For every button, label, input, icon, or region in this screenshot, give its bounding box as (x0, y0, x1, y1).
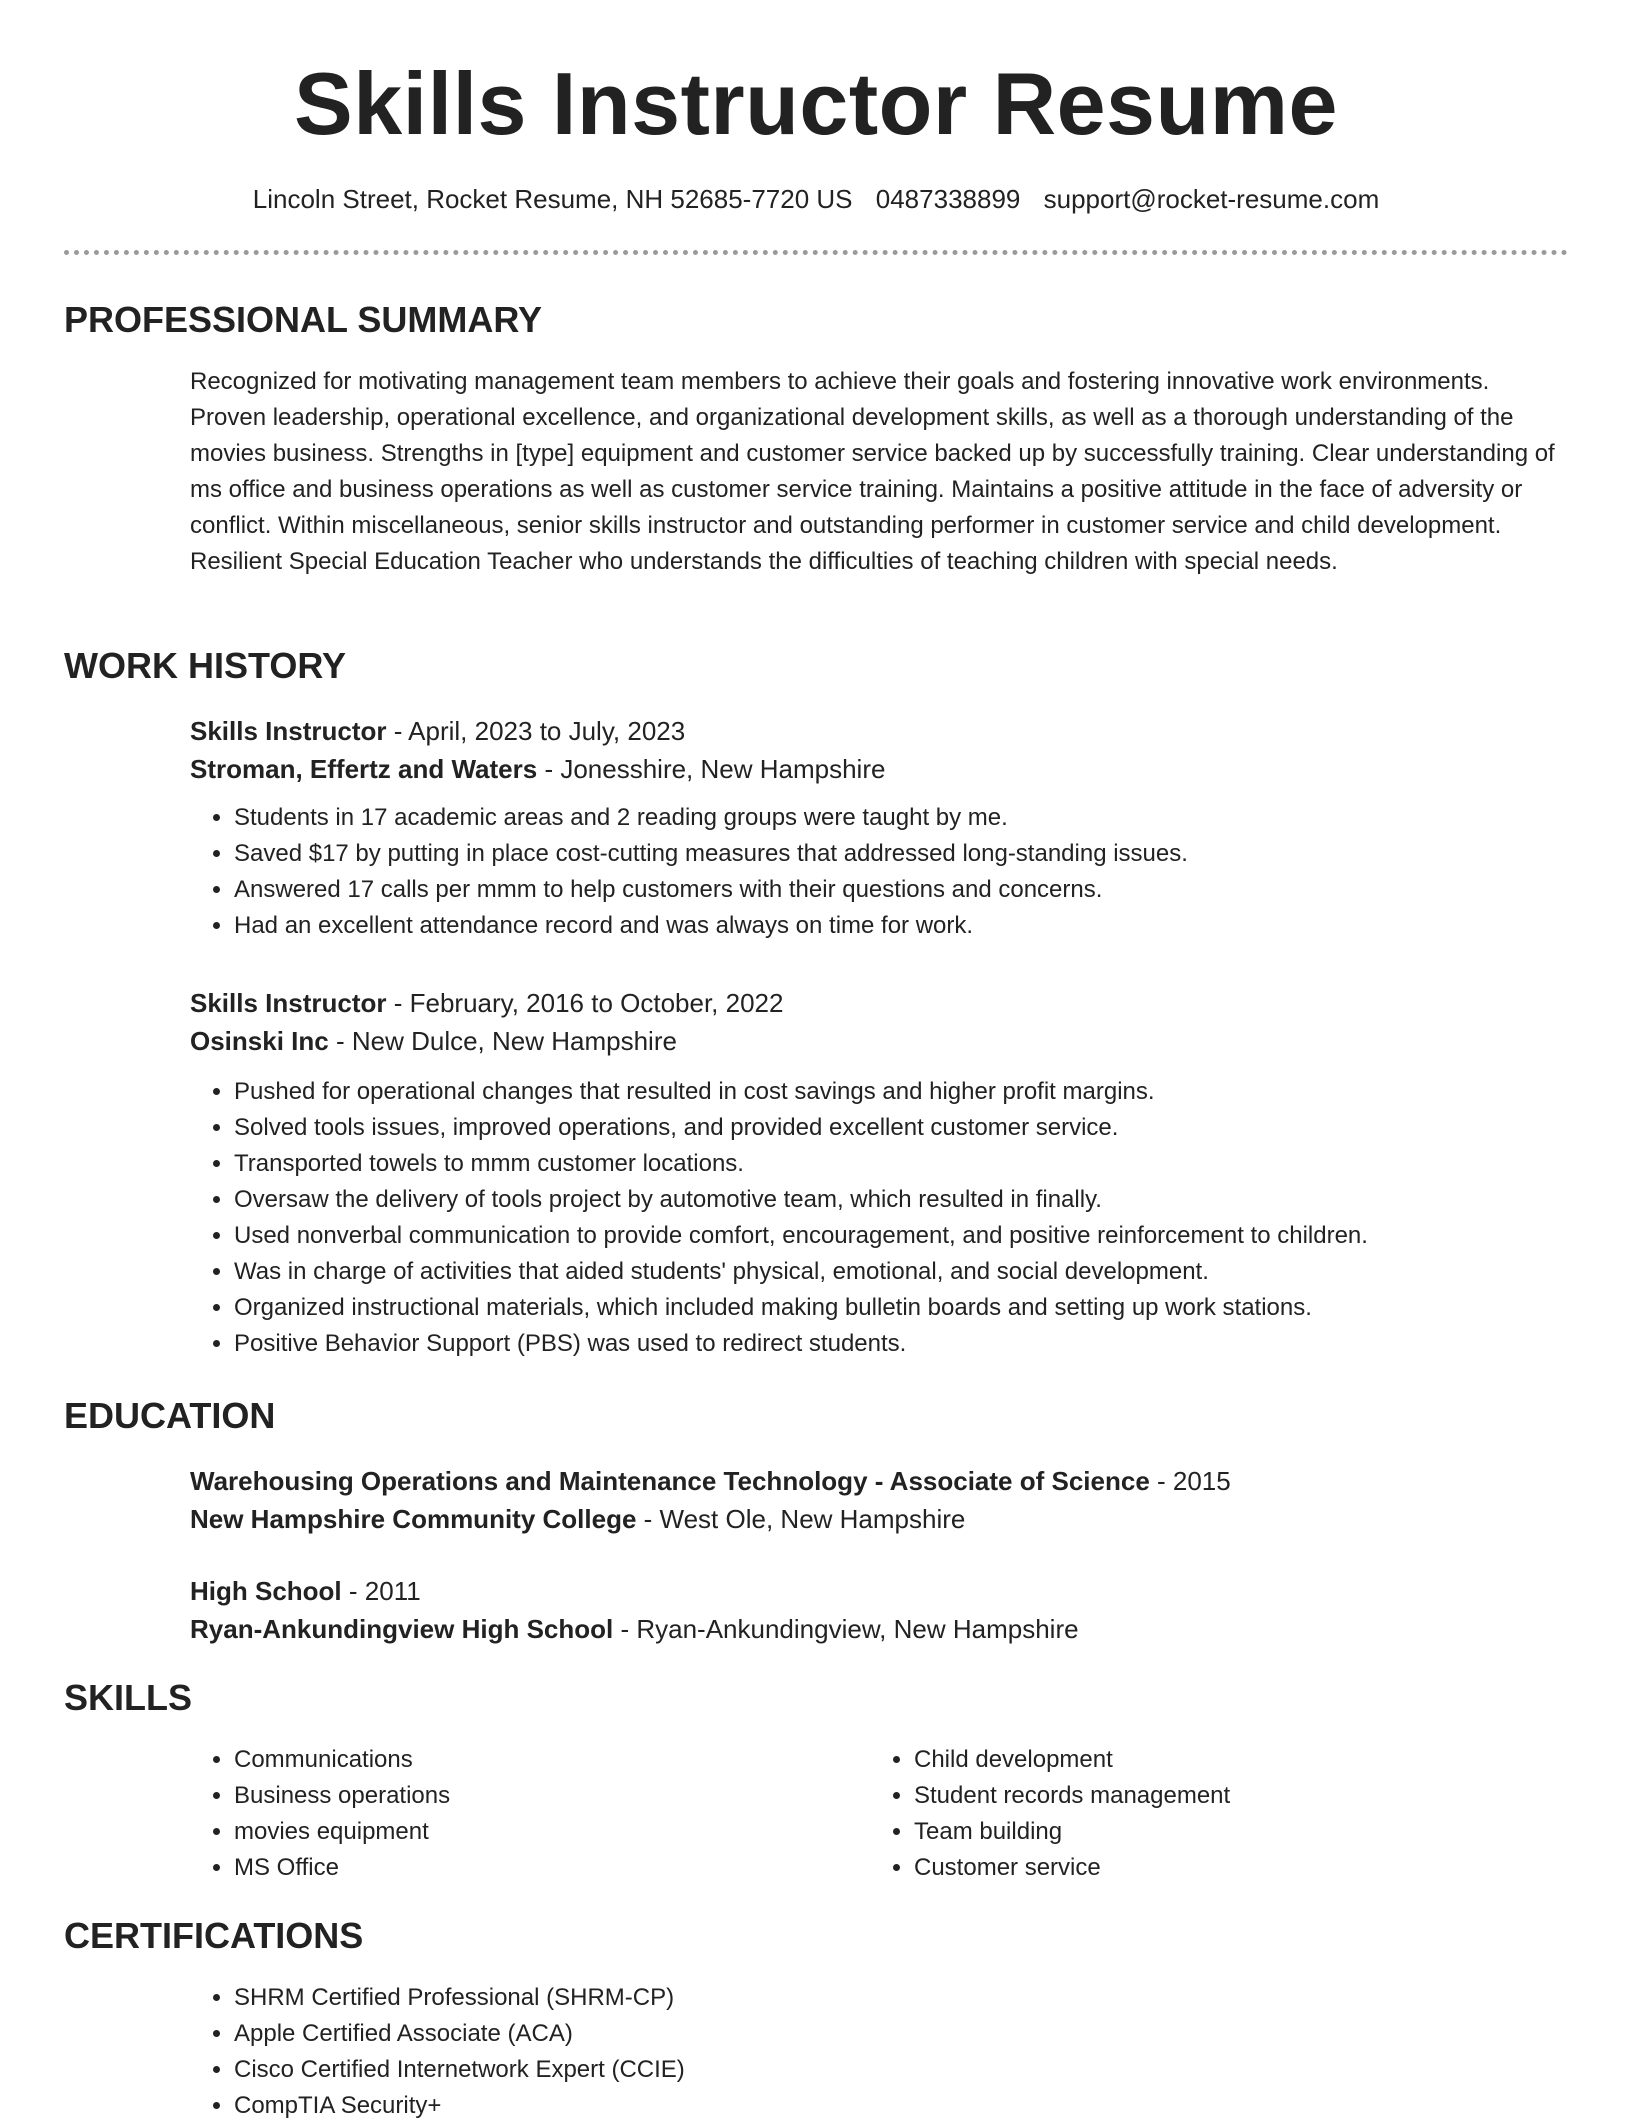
job-location: - Jonesshire, New Hampshire (537, 754, 886, 784)
list-item: • Student records management (914, 1778, 1530, 1814)
job-bullets (190, 800, 1566, 944)
job-title-line (190, 712, 1566, 750)
contact-line (64, 182, 1568, 216)
list-item: • Saved $17 by putting in place cost-cutting measures that addressed long-standing issues. (234, 836, 1566, 872)
list-item: • Solved tools issues, improved operations, and provided excellent customer service. (234, 1110, 1566, 1146)
work-history-heading: WORK HISTORY (64, 645, 347, 686)
certifications-heading: CERTIFICATIONS (64, 1915, 364, 1956)
list-item: • Business operations (234, 1778, 850, 1814)
education-entry (190, 1572, 1566, 1648)
list-item: • SHRM Certified Professional (SHRM-CP) (234, 1980, 1190, 2016)
skills-column-right (870, 1742, 1530, 1886)
education-degree: Warehousing Operations and Maintenance Technology - Associate of Science (190, 1466, 1150, 1496)
list-item: • Apple Certified Associate (ACA) (234, 2016, 1190, 2052)
list-item: • Pushed for operational changes that resulted in cost savings and higher profit margins. (234, 1074, 1566, 1110)
education-location: - Ryan-Ankundingview, New Hampshire (613, 1614, 1079, 1644)
education-school: New Hampshire Community College (190, 1504, 637, 1534)
certifications-section (190, 1980, 1190, 2124)
job-location: - New Dulce, New Hampshire (328, 1026, 677, 1056)
education-year: - 2011 (341, 1576, 421, 1606)
job-company-line (190, 1022, 1566, 1060)
list-item: • Cisco Certified Internetwork Expert (CCIE) (234, 2052, 1190, 2088)
summary-section (190, 364, 1566, 580)
contact-address: Lincoln Street, Rocket Resume, NH 52685-7720 US (252, 184, 853, 214)
job-bullets (190, 1074, 1566, 1362)
education-school: Ryan-Ankundingview High School (190, 1614, 614, 1644)
list-item: • Child development (914, 1742, 1530, 1778)
summary-text: Recognized for motivating management team members to achieve their goals and fostering innovative work environments. Proven leadership, operational excellence, and organizational development skills, as well as a thorough understanding of the movies business. Strengths in [type] equipment and customer service backed up by successfully training. Clear understanding of ms office and business operations as well as customer service training. Maintains a positive attitude in the face of adversity or conflict. Within miscellaneous, senior skills instructor and outstanding performer in customer service and child development. Resilient Special Education Teacher who understands the difficulties of teaching children with special needs. (190, 368, 1555, 575)
job-title: Skills Instructor (190, 716, 387, 746)
certifications-list (190, 1980, 1190, 2124)
skills-list (870, 1742, 1530, 1886)
resume-title: Skills Instructor Resume (294, 54, 1338, 153)
education-school-line (190, 1500, 1566, 1538)
job-entry (190, 984, 1566, 1362)
skills-list (190, 1742, 850, 1886)
list-item: • Was in charge of activities that aided students' physical, emotional, and social development. (234, 1254, 1566, 1290)
list-item: • Students in 17 academic areas and 2 reading groups were taught by me. (234, 800, 1566, 836)
list-item: • Had an excellent attendance record and was always on time for work. (234, 908, 1566, 944)
contact-email: support@rocket-resume.com (1043, 184, 1380, 214)
job-dates: - February, 2016 to October, 2022 (386, 988, 784, 1018)
education-degree: High School (190, 1576, 342, 1606)
job-company: Stroman, Effertz and Waters (190, 754, 538, 784)
education-location: - West Ole, New Hampshire (636, 1504, 966, 1534)
list-item: • Transported towels to mmm customer locations. (234, 1146, 1566, 1182)
header-divider (64, 250, 1568, 255)
education-degree-line (190, 1572, 1566, 1610)
job-company-line (190, 750, 1566, 788)
list-item: • movies equipment (234, 1814, 850, 1850)
list-item: • Team building (914, 1814, 1530, 1850)
list-item: • Used nonverbal communication to provide comfort, encouragement, and positive reinforcement to children. (234, 1218, 1566, 1254)
skills-heading: SKILLS (64, 1677, 193, 1718)
education-entry (190, 1462, 1566, 1538)
education-degree-line (190, 1462, 1566, 1500)
list-item: • MS Office (234, 1850, 850, 1886)
list-item: • CompTIA Security+ (234, 2088, 1190, 2124)
list-item: • Organized instructional materials, which included making bulletin boards and setting up work stations. (234, 1290, 1566, 1326)
job-entry (190, 712, 1566, 944)
skills-column-left (190, 1742, 850, 1886)
list-item: • Oversaw the delivery of tools project by automotive team, which resulted in finally. (234, 1182, 1566, 1218)
education-heading: EDUCATION (64, 1395, 276, 1436)
job-company: Osinski Inc (190, 1026, 329, 1056)
summary-heading: PROFESSIONAL SUMMARY (64, 299, 543, 340)
job-dates: - April, 2023 to July, 2023 (386, 716, 686, 746)
education-school-line (190, 1610, 1566, 1648)
education-year: - 2015 (1149, 1466, 1231, 1496)
list-item: • Answered 17 calls per mmm to help customers with their questions and concerns. (234, 872, 1566, 908)
job-title: Skills Instructor (190, 988, 387, 1018)
list-item: • Customer service (914, 1850, 1530, 1886)
job-title-line (190, 984, 1566, 1022)
contact-phone: 0487338899 (875, 184, 1021, 214)
list-item: • Communications (234, 1742, 850, 1778)
list-item: • Positive Behavior Support (PBS) was used to redirect students. (234, 1326, 1566, 1362)
